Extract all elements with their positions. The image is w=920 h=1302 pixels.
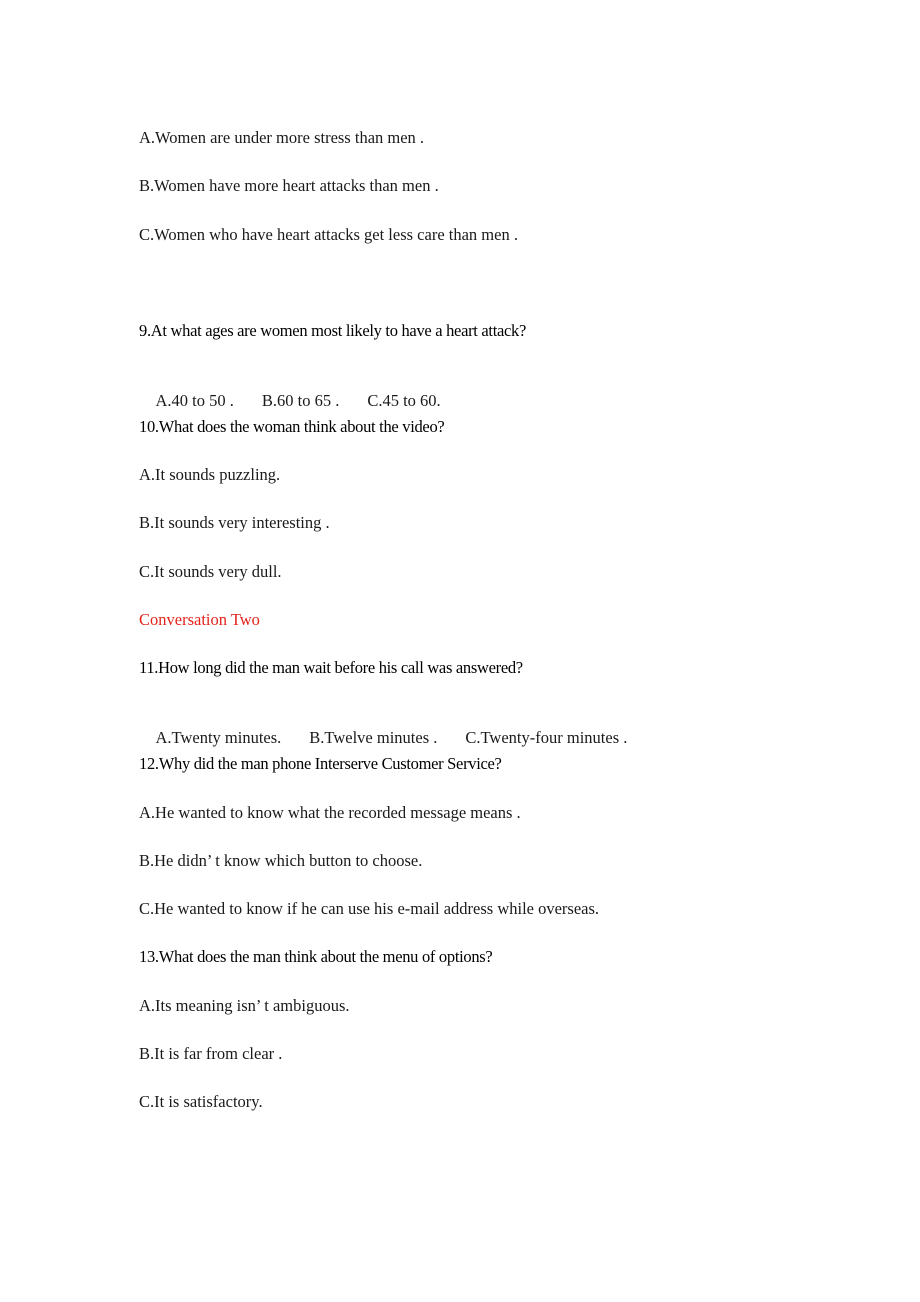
question-13: 13.What does the man think about the menu of options? [139,947,493,966]
prev-option-b: B.Women have more heart attacks than men . [139,176,439,195]
q12-option-a: A.He wanted to know what the recorded message means . [139,803,521,822]
question-11: 11.How long did the man wait before his call was answered? [139,658,523,677]
prev-option-c: C.Women who have heart attacks get less care than men . [139,225,518,244]
q13-option-b: B.It is far from clear . [139,1044,283,1063]
q11-option-c: C.Twenty-four minutes . [465,728,628,747]
q11-option-b: B.Twelve minutes . [309,728,438,747]
q10-option-c: C.It sounds very dull. [139,562,282,581]
q11-option-a: A.Twenty minutes. [155,728,282,747]
section-heading: Conversation Two [139,610,260,629]
q10-option-b: B.It sounds very interesting . [139,513,330,532]
question-10: 10.What does the woman think about the video? [139,417,445,436]
q12-option-c: C.He wanted to know if he can use his e-mail address while overseas. [139,899,600,918]
q13-option-c: C.It is satisfactory. [139,1092,263,1111]
q12-option-b: B.He didn’ t know which button to choose. [139,851,423,870]
q13-option-a: A.Its meaning isn’ t ambiguous. [139,996,350,1015]
q9-option-a: A.40 to 50 . [155,391,234,410]
question-12: 12.Why did the man phone Interserve Customer Service? [139,754,502,773]
q9-option-b: B.60 to 65 . [261,391,340,410]
q9-option-c: C.45 to 60. [367,391,441,410]
q10-option-a: A.It sounds puzzling. [139,465,281,484]
prev-option-a: A.Women are under more stress than men . [139,128,425,147]
question-9: 9.At what ages are women most likely to have a heart attack? [139,321,527,340]
